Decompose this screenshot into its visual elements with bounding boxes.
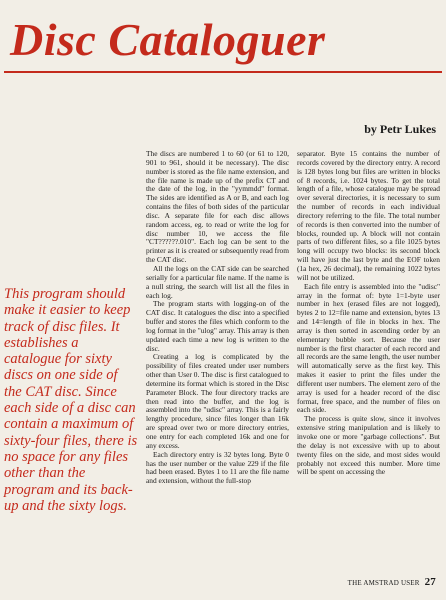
page-number: 27: [424, 576, 436, 588]
paragraph: The discs are numbered 1 to 60 (or 61 to 120, 901 to 961, should it be necessary). The disc number is stored as the file name extension, and the file name is made up of the prefix CT and the date of the log, in the "yymmdd" format. The sides are identified as A or B, and each log contains the files of both sides of the particular disc. A separate file for each disc allows random access, eg. to read or write the log for disc number 10, we access the file "CT??????.010". Each log can be sent to the printer as it is created or subsequently read from the CAT disc.: [146, 149, 289, 265]
article-title: Disc Cataloguer: [10, 14, 326, 65]
title-rule: [4, 71, 442, 73]
paragraph: Creating a log is complicated by the possibility of files created under user numbers other than User 0. The disc is first catalogued to determine its format which is stored in the Disc Parameter Block. The four directory tracks are then read into the buffer, and the log is assembled into the "udisc" array. This is a fairly lengthy procedure, since files longer than 16k are spread over two or more directory entries, one entry for each completed 16k and one for any excess.: [146, 352, 289, 450]
byline: by Petr Lukes: [364, 122, 436, 136]
paragraph: The program starts with logging-on of the CAT disc. It catalogues the disc into a specified buffer and stores the files which conform to the log format in the "ulog" array. This array is then updated each time a new log is written to the disc.: [146, 299, 289, 353]
paragraph: Each directory entry is 32 bytes long. Byte 0 has the user number or the value 229 if the file had been erased. Bytes 1 to 11 are the file name and extension, without the full-stop: [146, 449, 289, 486]
pull-quote: This program should make it easier to keep track of disc files. It establishes a catalogue for sixty discs on one side of the CAT disc. Since each side of a disc can contain a maximum of sixty-four files, there is no space for any files other than the program and its back-up and the sixty logs.: [4, 286, 138, 514]
article-column-1: [146, 150, 289, 486]
paragraph: The process is quite slow, since it involves extensive string manipulation and is likely to invoke one or more "garbage collections". But the delay is not excessive with up to about twenty files on the side, and most sides would probably not exceed this number. More time will be spent on accessing the: [297, 414, 440, 477]
article-column-2: [297, 150, 440, 477]
paragraph: Each file entry is assembled into the "udisc" array in the format of: byte 1=1-byte user number in hex (erased files are not logged), bytes 2 to 12=file name and extension, bytes 13 and 14=length of file in blocks in hex. The array is then sorted in ascending order by an elementary bubble sort. Because the user number is the first character of each record and all records are the same length, the user number will automatically serve as the first key. This makes it easier to print the files under the different user numbers. The element zero of the array is used for a header record of the disc format, free space, and the number of files on each side.: [297, 281, 440, 415]
page-footer: [348, 576, 436, 588]
magazine-name: THE AMSTRAD USER: [347, 579, 420, 587]
paragraph: All the logs on the CAT side can be searched serially for a particular file name. If the name is a null string, the search will list all the files in each log.: [146, 263, 289, 300]
paragraph: separator. Byte 15 contains the number of records covered by the directory entry. A record is 128 bytes long but files are written in blocks of 8 records, i.e. 1024 bytes. To get the total length of a file, whose catalogue may be spread over several directories, it is necessary to sum the number of records in each individual directory referring to the file. The total number of records is then converted into the number of blocks, rounded up. A block will not contain parts of two different files, so a file 1025 bytes long will occupy two blocks: its second block will have just the last byte and the EOF token (1a hex, 26 decimal), the remaining 1022 bytes will not be utilized.: [297, 149, 440, 282]
